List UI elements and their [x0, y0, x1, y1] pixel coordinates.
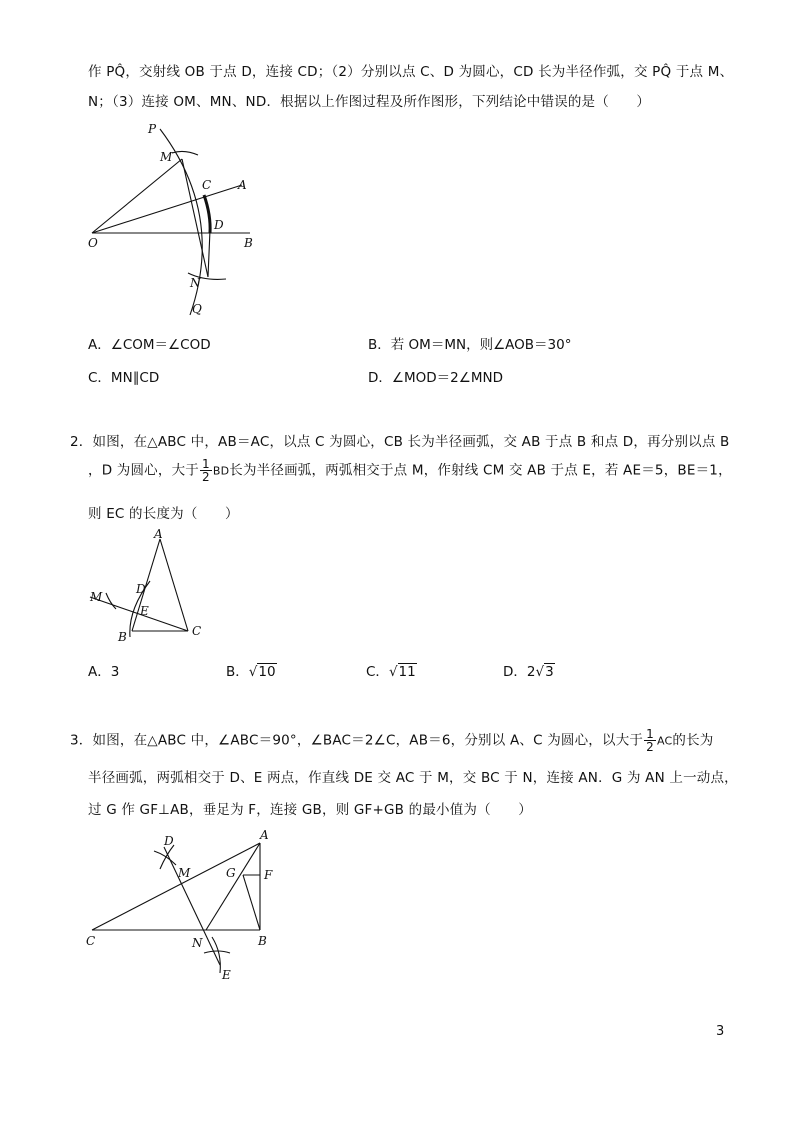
segment-nd — [208, 230, 210, 277]
segment-om — [92, 159, 182, 233]
label-a: A — [238, 178, 247, 192]
q2-line2-pre: ，D 为圆心，大于 — [88, 462, 199, 479]
page-number: 3 — [716, 1024, 725, 1039]
sqrt-icon: √10 — [248, 664, 276, 680]
q2-option-a-value: 3 — [110, 664, 120, 680]
label-f: F — [264, 868, 273, 882]
label-d: D — [164, 834, 174, 848]
q2-option-c-label: C． — [366, 664, 389, 680]
q2-option-d-coef: 2 — [526, 664, 536, 680]
q2-option-b — [226, 660, 277, 680]
segment-ca — [92, 843, 260, 930]
sqrt-icon: √3 — [535, 664, 554, 680]
label-c: C — [86, 934, 96, 948]
q1-option-a: A．∠COM＝∠COD — [88, 337, 211, 353]
label-q: Q — [192, 302, 202, 316]
label-o: O — [88, 236, 98, 250]
label-b: B — [244, 236, 253, 250]
label-a: A — [260, 828, 269, 842]
q1-text-line2: N；（3）连接 OM、MN、ND．根据以上作图过程及所作图形，下列结论中错误的是（ ） — [88, 94, 651, 110]
q2-option-c-radicand: 11 — [398, 664, 416, 680]
q2-option-b-label: B． — [226, 664, 249, 680]
q2-frac-after: BD — [212, 464, 230, 478]
label-m: M — [90, 590, 103, 604]
q2-text-line2 — [88, 458, 732, 483]
label-g: G — [226, 866, 236, 880]
q3-text-line1 — [70, 728, 713, 753]
q2-figure — [80, 525, 230, 650]
q2-text-line1: 2．如图，在△ABC 中，AB＝AC，以点 C 为圆心，CB 长为半径画弧，交 AB 于点 B 和点 D，再分别以点 B — [70, 434, 730, 450]
q3-frac-num: 1 — [646, 727, 654, 741]
label-p: P — [148, 122, 157, 136]
q1-figure — [80, 115, 280, 325]
label-c: C — [192, 624, 202, 638]
q3-line1-post: 的长为 — [672, 732, 714, 749]
q2-frac-num: 1 — [202, 457, 210, 471]
label-m: M — [178, 866, 191, 880]
label-b: B — [258, 934, 267, 948]
arc-m-cross — [106, 593, 116, 609]
label-n: N — [190, 276, 201, 290]
q3-text-line2: 半径画弧，两弧相交于 D、E 两点，作直线 DE 交 AC 于 M，交 BC 于 N，连接 AN．G 为 AN 上一动点， — [88, 770, 738, 786]
q3-line1-pre: 3．如图，在△ABC 中，∠ABC＝90°，∠BAC＝2∠C，AB＝6，分别以 A、C 为圆心，以大于 — [70, 732, 644, 749]
q2-line2-post: 长为半径画弧，两弧相交于点 M，作射线 CM 交 AB 于点 E，若 AE＝5，BE＝1， — [229, 462, 732, 479]
q2-option-d-radicand: 3 — [545, 664, 554, 680]
label-d: D — [136, 582, 146, 596]
q2-option-a — [88, 660, 119, 680]
q3-frac-after: AC — [656, 734, 673, 748]
q3-fraction — [644, 728, 656, 753]
q2-option-b-radicand: 10 — [258, 664, 276, 680]
q2-text-line3: 则 EC 的长度为（ ） — [88, 506, 239, 522]
label-e: E — [222, 968, 231, 982]
arc-e-2 — [212, 937, 220, 973]
segment-mn — [182, 159, 208, 277]
q3-text-line3: 过 G 作 GF⊥AB，垂足为 F，连接 GB，则 GF+GB 的最小值为（ ） — [88, 802, 532, 818]
q1-option-d: D．∠MOD＝2∠MND — [368, 370, 503, 386]
q3-figure — [80, 825, 280, 985]
q2-frac-den: 2 — [202, 470, 210, 484]
q3-frac-den: 2 — [646, 740, 654, 754]
q2-fraction — [200, 458, 212, 483]
segment-an — [206, 843, 260, 930]
q2-option-c — [366, 660, 417, 680]
label-c: C — [202, 178, 212, 192]
label-d: D — [214, 218, 224, 232]
segment-ac — [160, 539, 188, 631]
q2-option-d-label: D． — [503, 664, 527, 680]
segment-gb — [243, 875, 260, 930]
label-n: N — [192, 936, 203, 950]
label-b: B — [118, 630, 127, 644]
q2-option-d — [503, 660, 555, 680]
label-e: E — [140, 604, 149, 618]
label-m: M — [160, 150, 173, 164]
arc-e-1 — [204, 951, 230, 953]
q1-option-b: B．若 OM＝MN，则∠AOB＝30° — [368, 337, 572, 353]
label-a: A — [154, 527, 163, 541]
arc-cd-thick — [204, 195, 210, 233]
q2-option-a-label: A． — [88, 664, 111, 680]
sqrt-icon: √11 — [388, 664, 416, 680]
ray-cm — [90, 597, 188, 631]
q1-option-c: C．MN∥CD — [88, 370, 160, 386]
q1-text-line1: 作 PQ̂，交射线 OB 于点 D，连接 CD；（2）分别以点 C、D 为圆心，CD 长为半径作弧，交 PQ̂ 于点 M、 — [88, 64, 734, 80]
